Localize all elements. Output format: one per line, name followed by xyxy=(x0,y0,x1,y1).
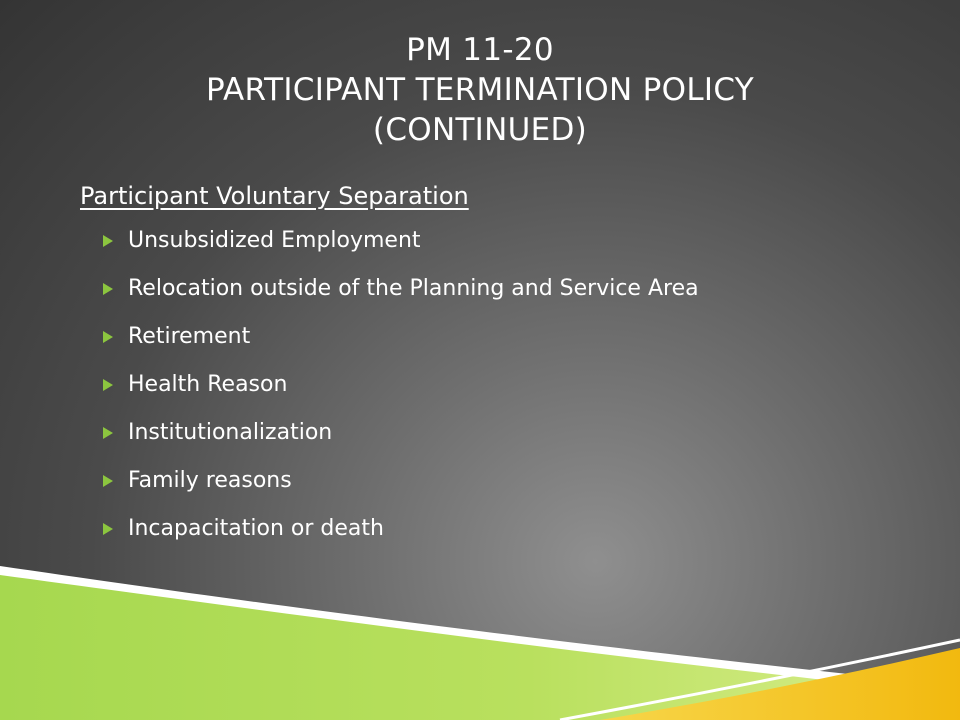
bullet-text: Retirement xyxy=(128,324,251,349)
bullet-text: Relocation outside of the Planning and Service Area xyxy=(128,276,699,301)
bullet-text: Family reasons xyxy=(128,468,292,493)
section-subheading: Participant Voluntary Separation xyxy=(80,182,469,210)
title-line-2: PARTICIPANT TERMINATION POLICY xyxy=(206,72,754,108)
bullet-text: Institutionalization xyxy=(128,420,333,445)
bullet-text: Unsubsidized Employment xyxy=(128,228,421,253)
title-line-1: PM 11-20 xyxy=(406,32,554,68)
bullet-text: Incapacitation or death xyxy=(128,516,384,541)
title-line-3: (CONTINUED) xyxy=(372,112,588,148)
bullet-text: Health Reason xyxy=(128,372,288,397)
